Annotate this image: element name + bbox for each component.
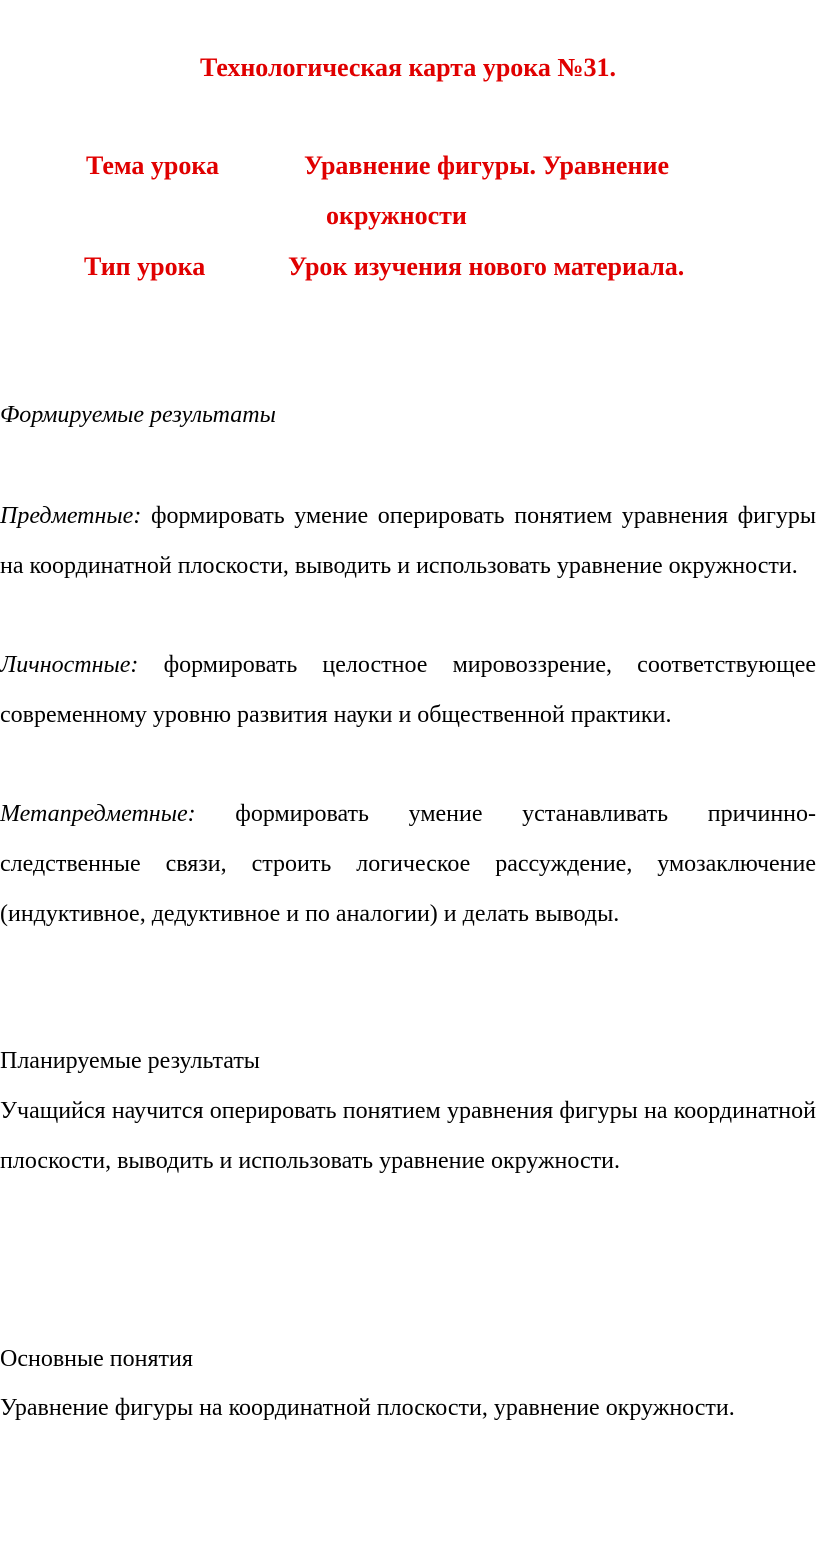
planned-results-text: Учащийся научится оперировать понятием уравнения фигуры на координатной плоскости, выводить и использовать уравнение окружности. [0,1098,816,1174]
type-label: Тип урока [84,252,206,281]
meta-results-text: формировать умение устанавливать причинно-следственные связи, строить логическое рассуждение, умозаключение (индуктивное, дедуктивное и по аналогии) и делать выводы. [0,801,816,927]
formed-results-heading: Формируемые результаты [0,402,276,428]
subject-results-text: формировать умение оперировать понятием уравнения фигуры на координатной плоскости, выводить и использовать уравнение окружности. [0,503,816,579]
document-title: Технологическая карта урока №31. [199,53,617,82]
personal-results-label: Личностные: [0,652,139,678]
topic-label: Тема урока [86,151,219,180]
meta-results-label: Метапредметные: [0,801,196,827]
subject-results-paragraph [0,491,816,591]
personal-results-text: формировать целостное мировоззрение, соответствующее современному уровню развития науки и общественной практики. [0,652,816,728]
meta-results-paragraph [0,789,816,939]
topic-value-line2: окружности [326,201,467,230]
key-concepts-text: Уравнение фигуры на координатной плоскости, уравнение окружности. [0,1395,735,1421]
personal-results-paragraph [0,640,816,740]
key-concepts-heading: Основные понятия [0,1346,193,1372]
planned-results-heading: Планируемые результаты [0,1048,260,1074]
topic-value-line1: Уравнение фигуры. Уравнение [304,151,669,180]
type-value: Урок изучения нового материала. [288,252,685,281]
subject-results-label: Предметные: [0,503,142,529]
